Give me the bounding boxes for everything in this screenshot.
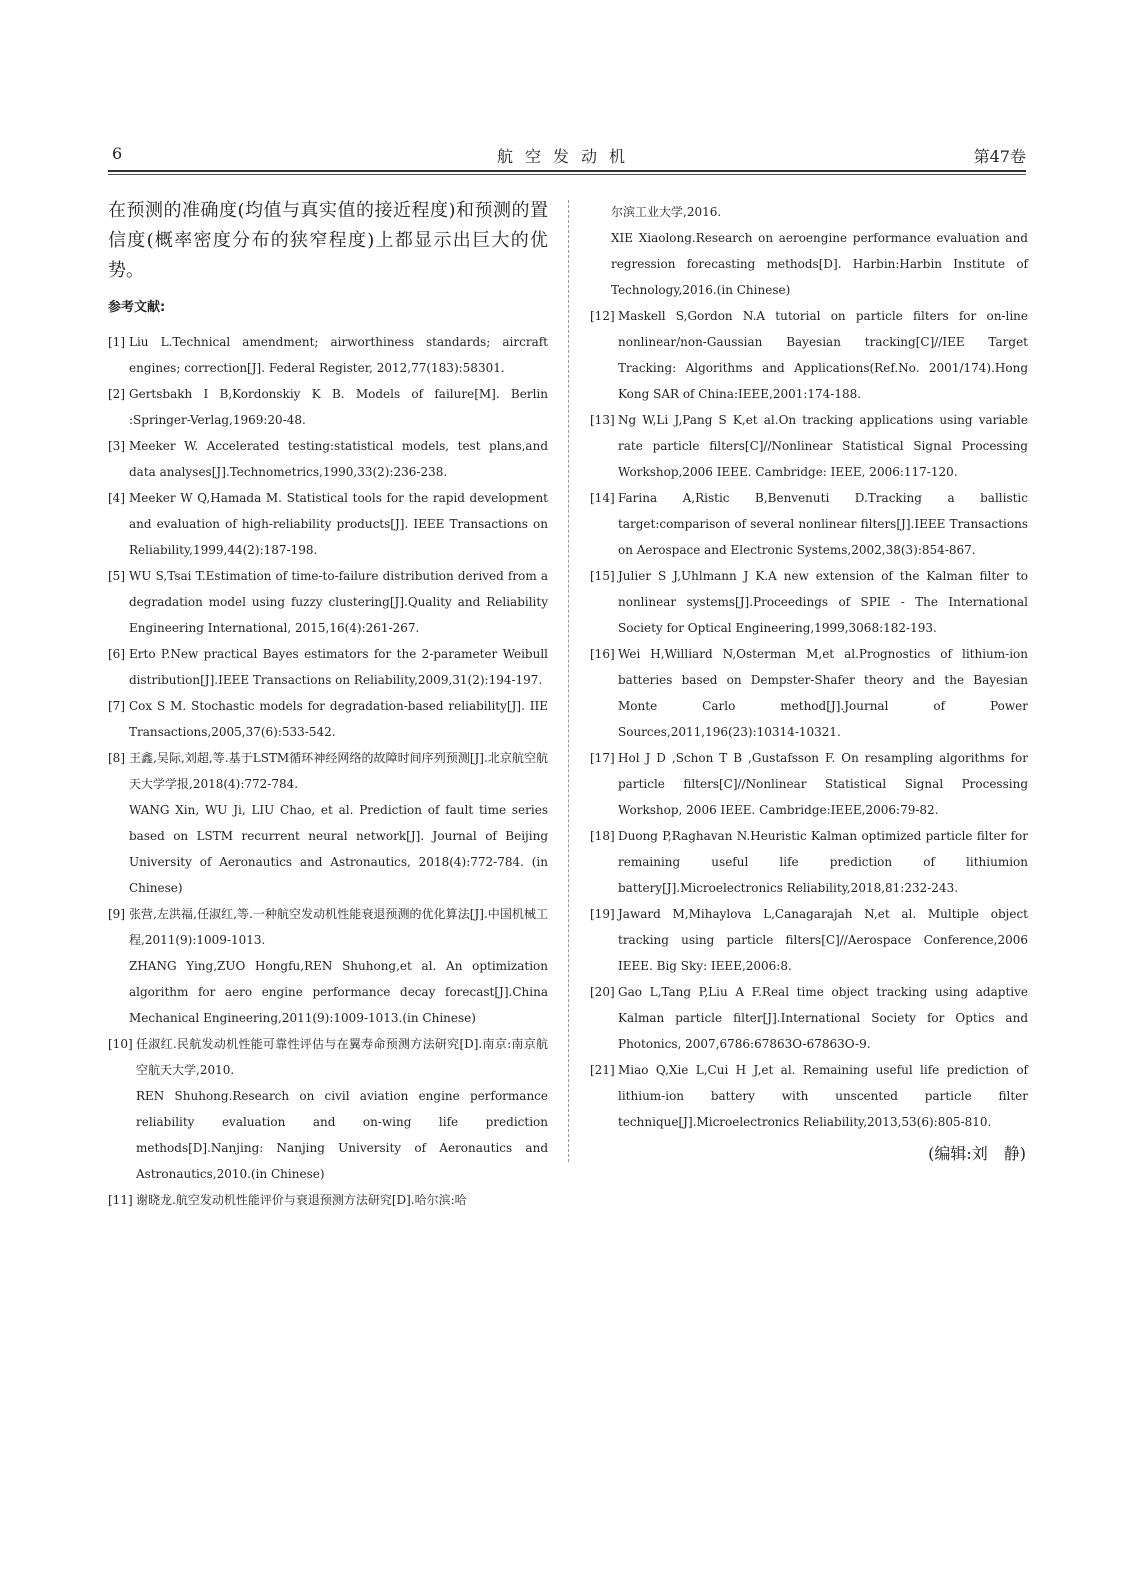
reference-number: [10]	[108, 1037, 133, 1051]
reference-text: 谢晓龙.航空发动机性能评价与衰退预测方法研究[D].哈尔滨:哈	[136, 1193, 467, 1207]
journal-title: 航空发动机	[496, 147, 637, 166]
reference-number: [6]	[108, 647, 125, 661]
reference-number: [16]	[590, 647, 615, 661]
reference-text: Cox S M. Stochastic models for degradation-based reliability[J]. IIE Transactions,2005,37(6):533-542.	[129, 699, 548, 739]
reference-number: [17]	[590, 751, 615, 765]
right-column	[590, 199, 1028, 1164]
reference-text: Farina A,Ristic B,Benvenuti D.Tracking a ballistic target:comparison of several nonlinear filters[J].IEEE Transactions on Aerospace and Electronic Systems,2002,38(3):854-867.	[618, 491, 1028, 557]
reference-number: [12]	[590, 309, 615, 323]
reference-english-translation: WANG Xin, WU Ji, LIU Chao, et al. Prediction of fault time series based on LSTM recurrent neural network[J]. Journal of Beijing University of Aeronautics and Astronautics, 2018(4):772-784. (in Chinese)	[129, 803, 548, 895]
reference-number: [13]	[590, 413, 615, 427]
reference-number: [20]	[590, 985, 615, 999]
volume-label: 第47卷	[973, 147, 1026, 166]
reference-number: [11]	[108, 1193, 133, 1207]
header-rule-thick	[108, 170, 1026, 172]
reference-number: [4]	[108, 491, 125, 505]
reference-number: [2]	[108, 387, 125, 401]
reference-item	[108, 1031, 548, 1187]
reference-text: Erto P.New practical Bayes estimators for the 2-parameter Weibull distribution[J].IEEE Transactions on Reliability,2009,31(2):194-197.	[129, 647, 548, 687]
reference-text: Ng W,Li J,Pang S K,et al.On tracking applications using variable rate particle filters[C]//Nonlinear Statistical Signal Processing Workshop,2006 IEEE. Cambridge: IEEE, 2006:117-120.	[618, 413, 1028, 479]
left-column	[108, 196, 548, 1213]
reference-number: [14]	[590, 491, 615, 505]
reference-text: Liu L.Technical amendment; airworthiness standards; aircraft engines; correction[J]. Federal Register, 2012,77(183):58301.	[129, 335, 548, 375]
reference-text: 王鑫,吴际,刘超,等.基于LSTM循环神经网络的故障时间序列预测[J].北京航空航天大学学报,2018(4):772-784.	[129, 751, 548, 791]
reference-text: Wei H,Williard N,Osterman M,et al.Prognostics of lithium-ion batteries based on Dempster-Shafer theory and the Bayesian Monte Carlo method[J].Journal of Power Sources,2011,196(23):10314-10321.	[618, 647, 1028, 739]
reference-item	[108, 433, 548, 485]
reference-item	[590, 1057, 1028, 1135]
editor-credit: (编辑:刘 静)	[928, 1144, 1026, 1163]
reference-text: Jaward M,Mihaylova L,Canagarajah N,et al. Multiple object tracking using particle filters[C]//Aerospace Conference,2006 IEEE. Big Sky: IEEE,2006:8.	[618, 907, 1028, 973]
reference-text: Miao Q,Xie L,Cui H J,et al. Remaining useful life prediction of lithium-ion battery with unscented particle filter technique[J].Microelectronics Reliability,2013,53(6):805-810.	[618, 1063, 1028, 1129]
reference-text: Julier S J,Uhlmann J K.A new extension of the Kalman filter to nonlinear systems[J].Proceedings of SPIE - The International Society for Optical Engineering,1999,3068:182-193.	[618, 569, 1028, 635]
reference-item	[590, 303, 1028, 407]
reference-text: Maskell S,Gordon N.A tutorial on particle filters for on-line nonlinear/non-Gaussian Bayesian tracking[C]//IEE Target Tracking: Algorithms and Applications(Ref.No. 2001/174).Hong Kong SAR of China:IEEE,2001:174-188.	[618, 309, 1028, 401]
reference-list-left	[108, 329, 548, 1213]
reference-item	[590, 823, 1028, 901]
reference-text: Hol J D ,Schon T B ,Gustafsson F. On resampling algorithms for particle filters[C]//Nonlinear Statistical Signal Processing Workshop, 2006 IEEE. Cambridge:IEEE,2006:79-82.	[618, 751, 1028, 817]
reference-item	[108, 693, 548, 745]
reference-english-translation: ZHANG Ying,ZUO Hongfu,REN Shuhong,et al. An optimization algorithm for aero engine performance decay forecast[J].China Mechanical Engineering,2011(9):1009-1013.(in Chinese)	[129, 959, 548, 1025]
reference-text: Duong P,Raghavan N.Heuristic Kalman optimized particle filter for remaining useful life prediction of lithiumion battery[J].Microelectronics Reliability,2018,81:232-243.	[618, 829, 1028, 895]
reference-item	[590, 745, 1028, 823]
reference-text: 任淑红.民航发动机性能可靠性评估与在翼寿命预测方法研究[D].南京:南京航空航天大学,2010.	[136, 1037, 548, 1077]
reference-number: [8]	[108, 751, 125, 765]
reference-item	[108, 381, 548, 433]
reference-item	[590, 901, 1028, 979]
reference-text: 张营,左洪福,任淑红,等.一种航空发动机性能衰退预测的优化算法[J].中国机械工程,2011(9):1009-1013.	[129, 907, 548, 947]
reference-item	[108, 485, 548, 563]
reference-text: WU S,Tsai T.Estimation of time-to-failure distribution derived from a degradation model using fuzzy clustering[J].Quality and Reliability Engineering International, 2015,16(4):261-267.	[129, 569, 548, 635]
reference-text: Meeker W Q,Hamada M. Statistical tools for the rapid development and evaluation of high-reliability products[J]. IEEE Transactions on Reliability,1999,44(2):187-198.	[129, 491, 548, 557]
reference-number: [15]	[590, 569, 615, 583]
reference-item	[108, 329, 548, 381]
reference-english-translation: REN Shuhong.Research on civil aviation engine performance reliability evaluation and on-wing life prediction methods[D].Nanjing: Nanjing University of Aeronautics and Astronautics,2010.(in Chinese)	[136, 1089, 548, 1181]
page-number: 6	[112, 144, 123, 163]
reference-number: [3]	[108, 439, 125, 453]
reference-list-right	[590, 303, 1028, 1135]
reference-item	[108, 641, 548, 693]
reference-number: [21]	[590, 1063, 615, 1077]
reference-item	[108, 563, 548, 641]
reference-item	[590, 407, 1028, 485]
reference-number: [7]	[108, 699, 125, 713]
reference-11-continuation: 尔滨工业大学,2016.	[611, 205, 722, 219]
reference-item	[590, 641, 1028, 745]
reference-item	[108, 1187, 548, 1213]
reference-number: [5]	[108, 569, 125, 583]
reference-text: Gao L,Tang P,Liu A F.Real time object tracking using adaptive Kalman particle filter[J].International Society for Optics and Photonics, 2007,6786:67863O-67863O-9.	[618, 985, 1028, 1051]
reference-11-english: XIE Xiaolong.Research on aeroengine performance evaluation and regression forecasting methods[D]. Harbin:Harbin Institute of Technology,2016.(in Chinese)	[611, 231, 1028, 297]
header-rule-thin	[108, 174, 1026, 175]
references-heading: 参考文献:	[108, 300, 166, 315]
reference-number: [1]	[108, 335, 125, 349]
reference-item	[590, 485, 1028, 563]
reference-number: [19]	[590, 907, 615, 921]
reference-item	[590, 979, 1028, 1057]
reference-number: [9]	[108, 907, 125, 921]
running-header	[108, 144, 1026, 170]
body-paragraph: 在预测的准确度(均值与真实值的接近程度)和预测的置信度(概率密度分布的狭窄程度)上都显示出巨大的优势。	[108, 200, 548, 281]
reference-text: Meeker W. Accelerated testing:statistical models, test plans,and data analyses[J].Technometrics,1990,33(2):236-238.	[129, 439, 548, 479]
reference-number: [18]	[590, 829, 615, 843]
reference-text: Gertsbakh I B,Kordonskiy K B. Models of failure[M]. Berlin :Springer-Verlag,1969:20-48.	[129, 387, 548, 427]
reference-item	[590, 563, 1028, 641]
reference-item	[108, 745, 548, 901]
reference-item	[108, 901, 548, 1031]
column-divider	[568, 200, 569, 1162]
